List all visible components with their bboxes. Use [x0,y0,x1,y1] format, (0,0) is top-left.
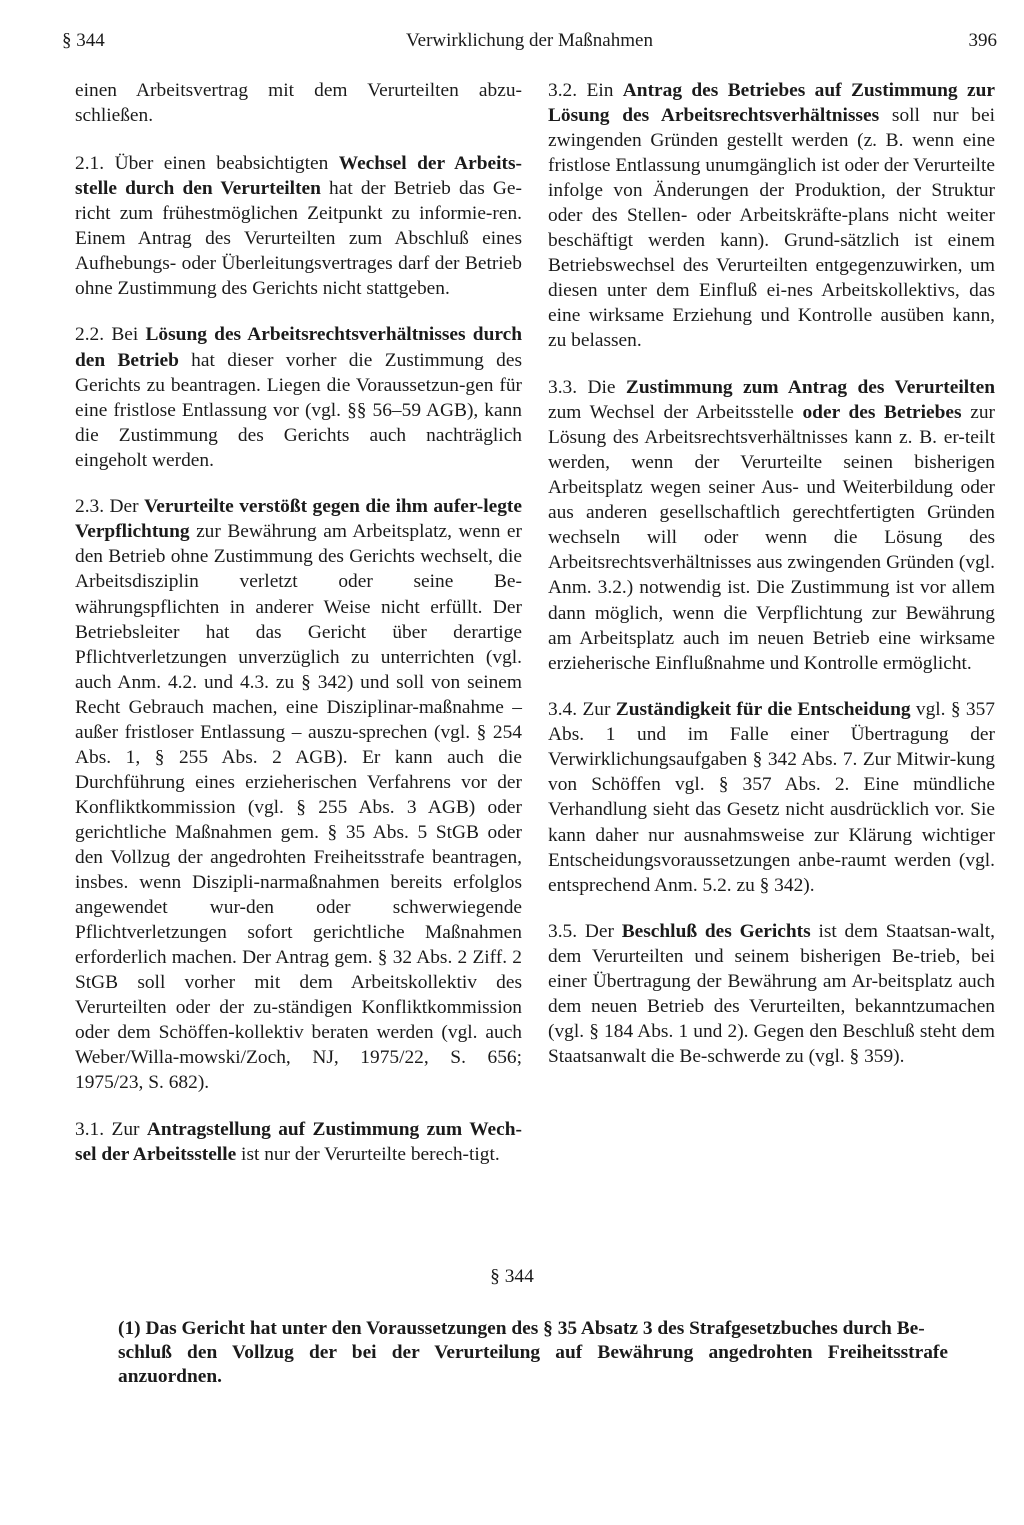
emphasis: Verurteilte verstößt gegen die ihm aufer-legte Verpflichtung [75,496,522,543]
paragraph-3-3: 3.3. Die Zustimmung zum Antrag des Verurteilten zum Wechsel der Arbeitsstelle oder des Betriebes zur Lösung des Arbeitsrechtsverhältnisses kann z. B. er-teilt werden, wenn der Verurteilte seinen bisherigen Arbeitsplatz wegen seiner Aus- und Weiterbildung oder aus anderen gesellschaftlich gerechtfertigten Gründen wechseln will oder wenn die Lösung des Arbeitsrechtsverhältnisses aus zwingenden Gründen (vgl. Anm. 3.2.) notwendig ist. Die Zustimmung ist vor allem dann möglich, wenn die Verpflichtung zur Bewährung am Arbeitsplatz auch im neuen Betrieb eine wirksame erzieherische Einflußnahme und Kontrolle ermöglicht. [548,377,995,674]
paragraph-number: 2.2. [75,324,105,346]
paragraph-3-4: 3.4. Zur Zuständigkeit für die Entscheidung vgl. § 357 Abs. 1 und im Falle einer Übertragung der Verwirklichungsaufgaben § 342 Abs. 7. Zur Mitwir-kung von Schöffen vgl. § 357 Abs. 2. Eine mündliche Verhandlung sieht das Gesetz nicht ausdrücklich vor. Sie kann daher nur ausnahmsweise zur Klärung wichtiger Entscheidungsvoraussetzungen anbe-raumt werden (vgl. entsprechend Anm. 5.2. zu § 342). [548,699,995,896]
paragraph-3-5: 3.5. Der Beschluß des Gerichts ist dem Staatsan-walt, dem Verurteilten und seinem bisherigen Be-trieb, bei einer Übertragung der Bewährung am Ar-beitsplatz auch dem neuen Betrieb des Verurteilten, bekanntzumachen (vgl. § 184 Abs. 1 und 2). Gegen den Beschluß steht dem Staatsanwalt die Be-schwerde zu (vgl. § 359). [548,921,995,1068]
emphasis: oder des Betriebes [802,402,962,424]
left-column [75,78,522,1189]
paragraph-number: 3.5. [548,921,578,943]
emphasis: Antragstellung auf Zustimmung zum Wech-sel der Arbeitsstelle [75,1119,522,1166]
paragraph-2-2: 2.2. Bei Lösung des Arbeitsrechtsverhältnisses durch den Betrieb hat dieser vorher die Zustimmung des Gerichts zu beantragen. Liegen die Voraussetzun-gen für eine fristlose Entlassung vor (vgl. §§ 56–59 AGB), kann die Zustimmung des Gerichts auch nachträglich eingeholt werden. [75,324,523,471]
paragraph-continuation: einen Arbeitsvertrag mit dem Verurteilten abzu-schließen. [75,80,522,127]
statute-line: schluß den Vollzug der bei der Verurteilung auf Bewährung angedrohten Freiheitsstrafe anzuordnen. [118,1342,948,1387]
section-reference: § 344 [62,30,105,51]
paragraph-number: 3.1. [75,1119,105,1141]
page-number: 396 [968,30,997,51]
emphasis: Lösung des Arbeitsrechtsverhältnisses durch den Betrieb [75,324,523,371]
emphasis: Zuständigkeit für die Entscheidung [615,699,911,721]
statute-text [118,1317,948,1389]
paragraph-number: 3.2. [548,80,578,101]
paragraph-number: 2.3. [75,496,105,518]
running-title: Verwirklichung der Maßnahmen [406,30,653,51]
paragraph-3-2: 3.2. Ein Antrag des Betriebes auf Zustimmung zur Lösung des Arbeitsrechtsverhältnisses soll nur bei zwingenden Gründen gestellt werden (z. B. wenn eine fristlose Entlassung unumgänglich ist oder der Verurteilte infolge von Änderungen der Produktion, der Struktur oder des Stellen- oder Arbeitskräfte-plans nicht weiter beschäftigt werden kann). Grund-sätzlich ist einem Betriebswechsel des Verurteilten entgegenzuwirken, um diesen unter dem Einfluß ei-nes Arbeitskollektivs, das eine wirksame Erziehung und Kontrolle ausüben kann, zu belassen. [548,80,995,352]
emphasis: Wechsel der Arbeits-stelle durch den Verurteilten [75,152,522,199]
right-column [548,78,995,1091]
paragraph-number: 2.1. [75,152,105,174]
paragraph-number: 3.4. [548,699,578,721]
section-heading: § 344 [490,1266,534,1287]
emphasis: Beschluß des Gerichts [621,921,811,943]
paragraph-number: 3.3. [548,377,578,399]
emphasis: Zustimmung zum Antrag des Verurteilten [625,377,995,399]
paragraph-2-1: 2.1. Über einen beabsichtigten Wechsel der Arbeits-stelle durch den Verurteilten hat der Betrieb das Ge-richt zum frühestmöglichen Zeitpunkt zu informie-ren. Einem Antrag des Verurteilten zum Abschluß eines Aufhebungs- oder Überleitungsvertrages darf der Betrieb ohne Zustimmung des Gerichts nicht stattgeben. [75,152,522,299]
statute-line: (1) Das Gericht hat unter den Voraussetzungen des § 35 Absatz 3 des Strafgesetzbuches durch Be- [118,1318,925,1339]
paragraph-3-1: 3.1. Zur Antragstellung auf Zustimmung zum Wech-sel der Arbeitsstelle ist nur der Verurteilte berech-tigt. [75,1119,522,1166]
paragraph-2-3: 2.3. Der Verurteilte verstößt gegen die ihm aufer-legte Verpflichtung zur Bewährung am Arbeitsplatz, wenn er den Betrieb ohne Zustimmung des Gerichts wechselt, die Arbeitsdisziplin verletzt oder seine Be-währungspflichten in anderer Weise nicht erfüllt. Der Betriebsleiter hat das Gericht über derartige Pflichtverletzungen unverzüglich zu unterrichten (vgl. auch Anm. 4.2. und 4.3. zu § 342) und soll von seinem Recht Gebrauch machen, eine Disziplinar-maßnahme – außer fristloser Entlassung – auszu-sprechen (vgl. § 254 Abs. 1, § 255 Abs. 2 AGB). Er kann auch die Durchführung eines erzieherischen Verfahrens vor der Konfliktkommission (vgl. § 255 Abs. 3 AGB) oder gerichtliche Maßnahmen gem. § 35 Abs. 5 StGB oder den Vollzug der angedrohten Freiheitsstrafe beantragen, insbes. wenn Diszipli-narmaßnahmen bereits erfolglos angewendet wur-den oder schwerwiegende Pflichtverletzungen sofort gerichtliche Maßnahmen erforderlich machen. Der Antrag gem. § 32 Abs. 2 Ziff. 2 StGB soll vorher mit dem Arbeitskollektiv des Verurteilten oder der zu-ständigen Konfliktkommission oder dem Schöffen-kollektiv beraten werden (vgl. auch Weber/Willa-mowski/Zoch, NJ, 1975/22, S. 656; 1975/23, S. 682). [75,496,522,1094]
emphasis: Antrag des Betriebes auf Zustimmung zur Lösung des Arbeitsrechtsverhältnisses [548,80,995,127]
running-header [62,26,997,56]
